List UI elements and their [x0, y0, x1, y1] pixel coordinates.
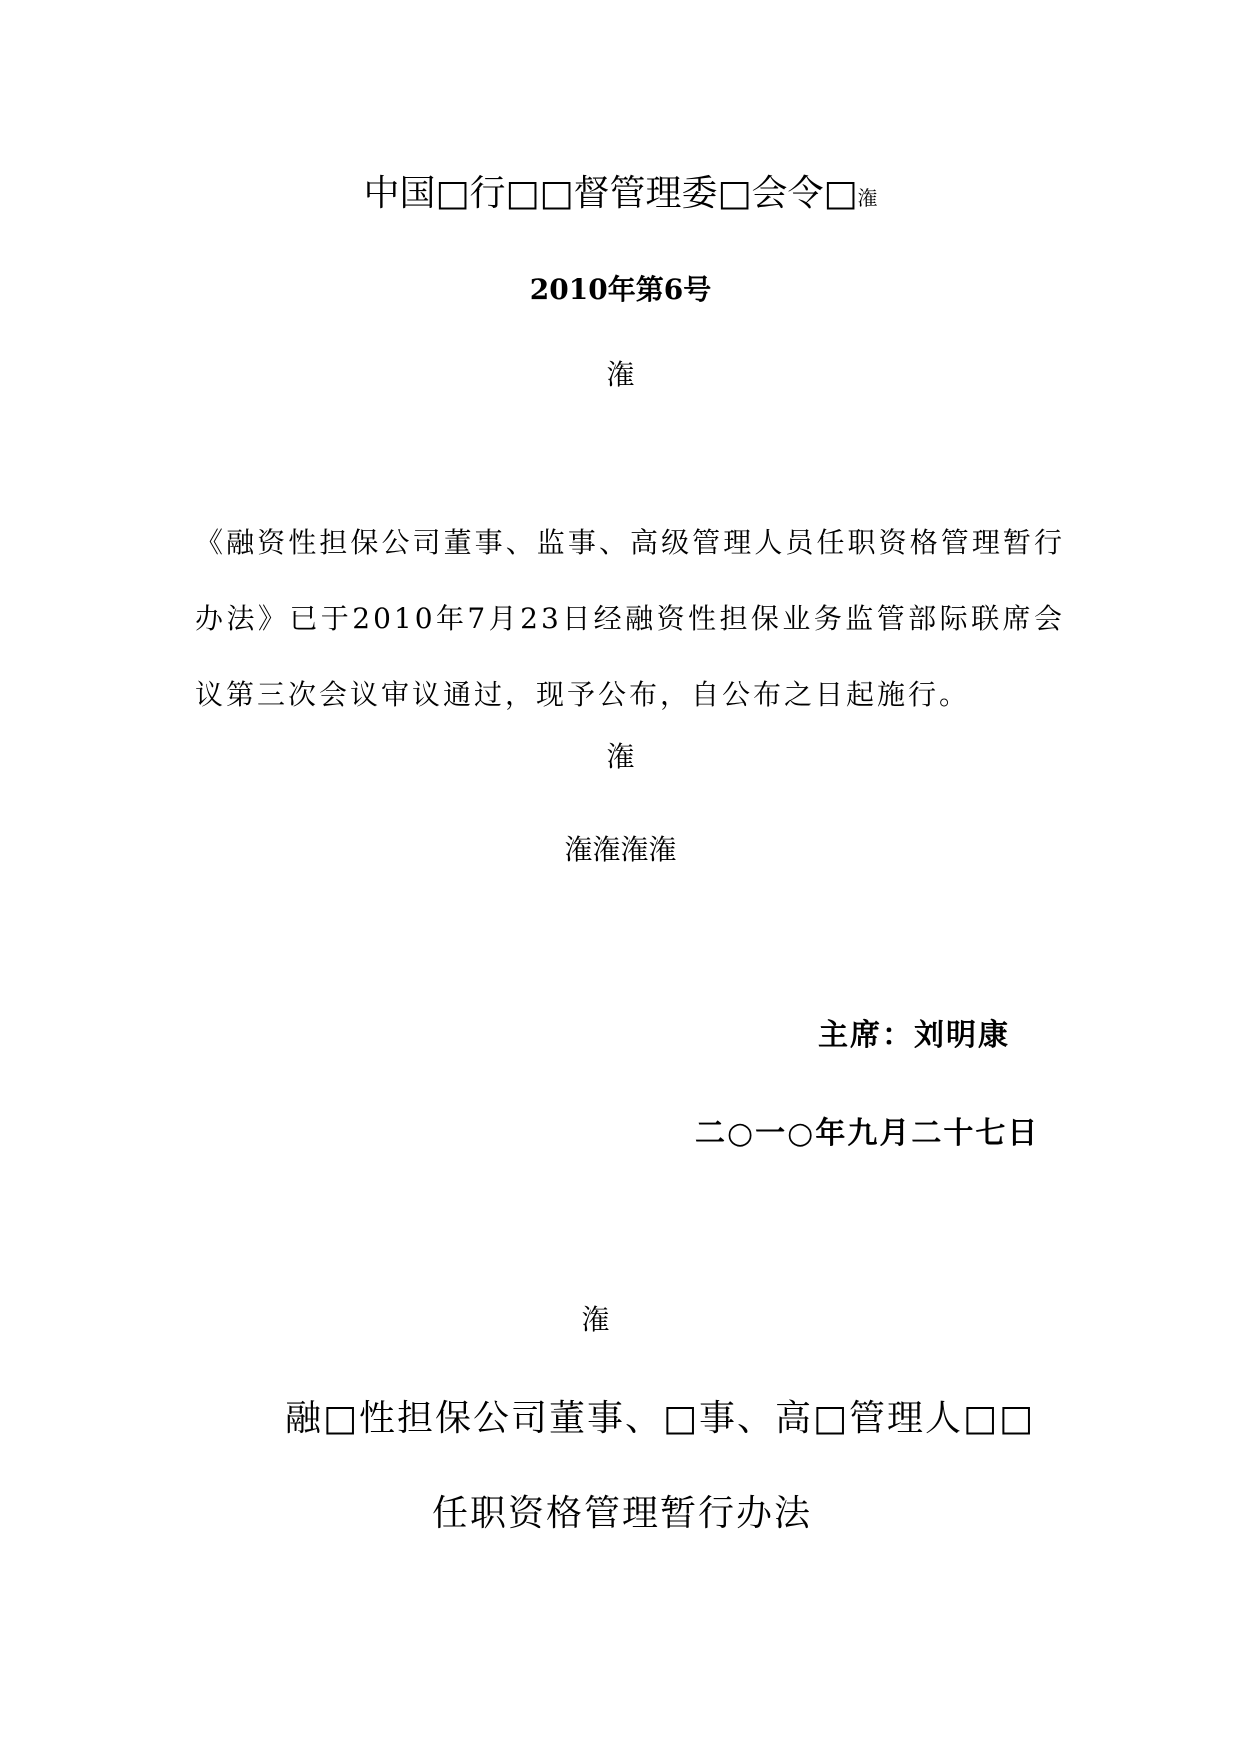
- order-number: 2010年第6号: [529, 273, 712, 306]
- decree-title-suffix: 潅: [857, 186, 878, 210]
- signature-date: 二○一○年九月二十七日: [695, 1116, 1040, 1151]
- filler-line-3: 潅潅潅潅: [564, 833, 677, 866]
- filler-line-1: 潅: [606, 358, 635, 391]
- decree-title-text: 中国□行□□督管理委□会令□: [363, 173, 858, 214]
- chairman-signature: 主席：刘明康: [818, 1018, 1010, 1053]
- announcement-paragraph: 《融资性担保公司董事、监事、高级管理人员任职资格管理暂行办法》已于2010年7月23日经融资性担保业务监管部际联席会议第三次会议审议通过，现予公布，自公布之日起施行。: [195, 526, 1065, 711]
- document-title-line-1: 融□性担保公司董事、□事、高□管理人□□: [285, 1398, 1036, 1439]
- decree-title: [0, 165, 1241, 216]
- document-title-line-2: 任职资格管理暂行办法: [432, 1493, 813, 1534]
- filler-line-2: 潅: [606, 740, 635, 773]
- filler-line-4: 潅: [581, 1303, 610, 1336]
